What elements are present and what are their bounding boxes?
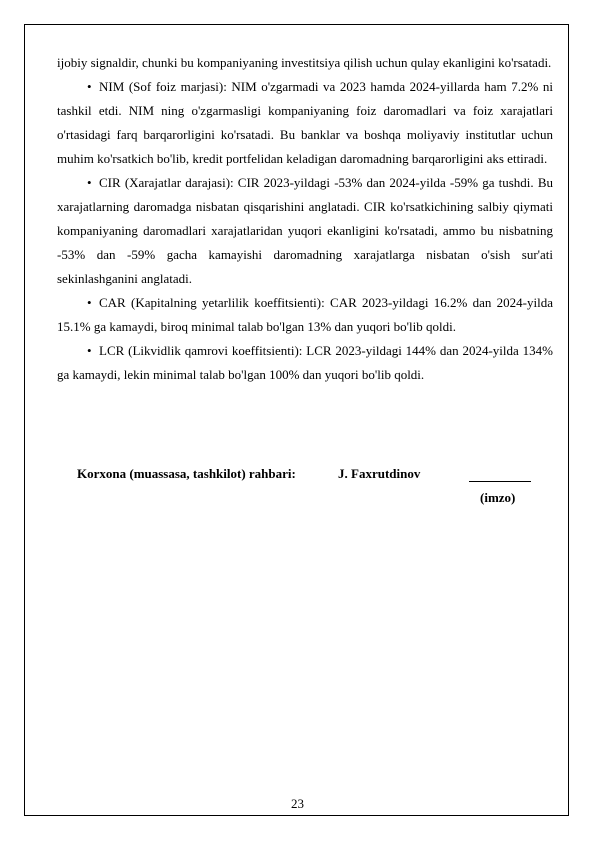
list-item-cir (57, 171, 553, 291)
signature-caption: (imzo) (480, 490, 516, 505)
list-item-nim-text: NIM (Sof foiz marjasi): NIM o'zgarmadi va 2023 hamda 2024-yillarda ham 7.2% ni tashkil etdi. NIM ning o'zgarmasligi kompaniyaning foiz daromadlari va foiz xarajatlari o'rtasidagi farq barqarorligini ko'rsatadi. Bu banklar va boshqa moliyaviy institutlar uchun muhim ko'rsatkich bo'lib, kredit portfelidan keladigan daromadning barqarorligini aks ettiradi. (57, 79, 553, 166)
list-item-lcr-text: LCR (Likvidlik qamrovi koeffitsienti): LCR 2023-yildagi 144% dan 2024-yilda 134% ga kamaydi, lekin minimal talab bo'lgan 100% dan yuqori bo'lib qoldi. (57, 343, 553, 382)
bullet-marker: • (87, 343, 92, 358)
bullet-marker: • (87, 295, 92, 310)
bullet-marker: • (87, 79, 92, 94)
list-item-car (57, 291, 553, 339)
document-body (57, 51, 553, 387)
paragraph-continuation: ijobiy signaldir, chunki bu kompaniyaning investitsiya qilish uchun qulay ekanligini ko'rsatadi. (57, 55, 552, 70)
signatory-name: J. Faxrutdinov (338, 466, 421, 481)
page-number: 23 (291, 796, 304, 811)
signature-role: Korxona (muassasa, tashkilot) rahbari: (77, 466, 296, 481)
signature-block (77, 466, 557, 516)
list-item-car-text: CAR (Kapitalning yetarlilik koeffitsienti): CAR 2023-yildagi 16.2% dan 2024-yilda 15.1% ga kamaydi, biroq minimal talab bo'lgan 13% dan yuqori bo'lib qoldi. (57, 295, 553, 334)
list-item-cir-text: CIR (Xarajatlar darajasi): CIR 2023-yildagi -53% dan 2024-yilda -59% ga tushdi. Bu xarajatlarning daromadga nisbatan qisqarishini anglatadi. CIR ko'rsatkichining salbiy qiymati kompaniyaning daromadlari xarajatlaridan yuqori ekanligini ko'rsatadi, ammo bu nisbatning -53% dan -59% gacha kamayishi daromadning xarajatlarga nisbatan o'sish sur'ati sekinlashganini anglatadi. (57, 175, 553, 286)
signature-line (469, 481, 531, 482)
list-item-nim (57, 75, 553, 171)
bullet-marker: • (87, 175, 92, 190)
list-item-lcr (57, 339, 553, 387)
